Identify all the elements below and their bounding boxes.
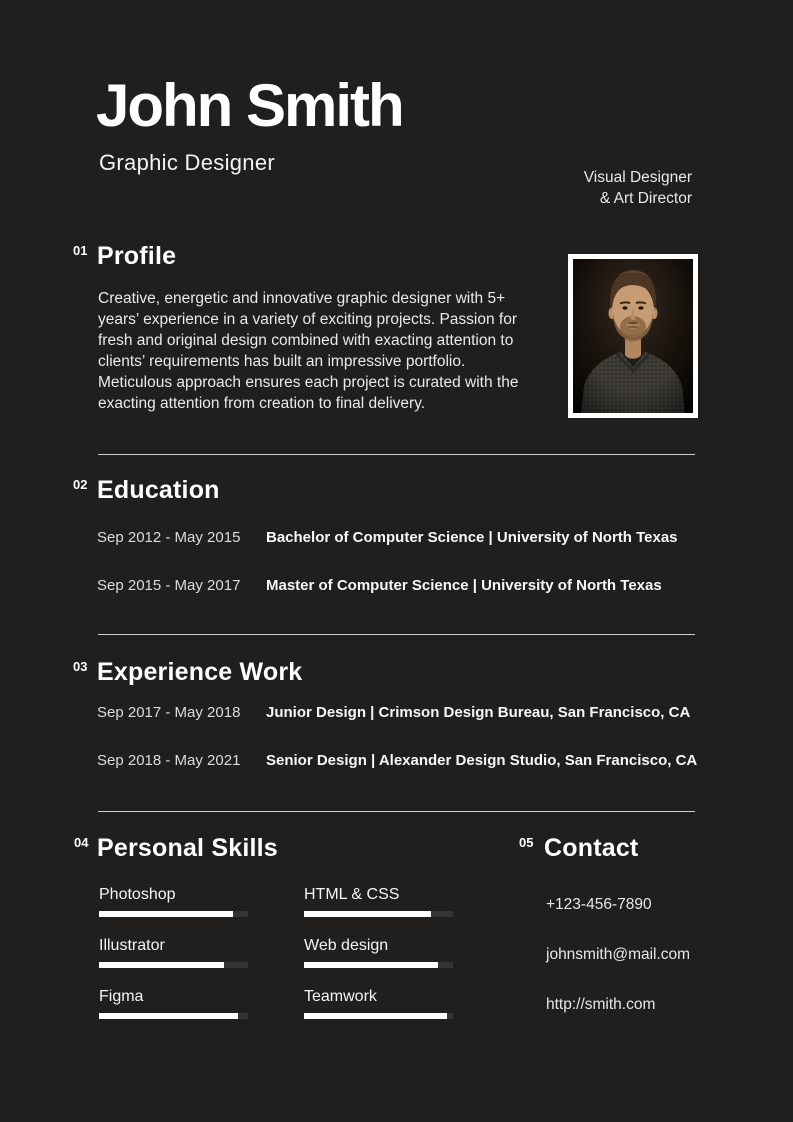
skill-figma xyxy=(99,988,248,1019)
skill-bar-fill xyxy=(99,1013,238,1019)
section-number-contact: 05 xyxy=(519,835,534,850)
skill-bar-fill xyxy=(304,962,438,968)
skill-label: Figma xyxy=(99,988,144,1005)
experience-dates: Sep 2017 - May 2018 xyxy=(97,704,241,721)
person-name: John Smith xyxy=(96,72,403,139)
section-number-profile: 01 xyxy=(73,243,88,258)
skill-label: Illustrator xyxy=(99,937,165,954)
section-heading-education: Education xyxy=(97,476,220,504)
skill-bar-fill xyxy=(304,911,431,917)
skill-label: Teamwork xyxy=(304,988,377,1005)
skill-bar xyxy=(99,962,248,968)
education-dates: Sep 2015 - May 2017 xyxy=(97,577,241,594)
experience-description: Senior Design | Alexander Design Studio, San Francisco, CA xyxy=(266,752,698,769)
skill-label: Photoshop xyxy=(99,886,176,903)
tagline-line-2: & Art Director xyxy=(599,190,692,207)
profile-summary: Creative, energetic and innovative graphic designer with 5+ years’ experience in a variety of exciting projects. Passion for fresh and original design combined with exacting attention to clients’ requirements has built an impressive portfolio. Meticulous approach ensures each project is curated with the exacting attention from creation to final delivery. xyxy=(98,290,519,412)
section-divider xyxy=(98,454,695,455)
skill-bar xyxy=(304,962,453,968)
skill-bar xyxy=(304,1013,453,1019)
section-number-experience: 03 xyxy=(73,659,88,674)
skill-bar-fill xyxy=(99,962,224,968)
skill-bar-fill xyxy=(304,1013,447,1019)
profile-photo xyxy=(568,254,698,418)
section-heading-contact: Contact xyxy=(544,834,639,862)
skill-html-css xyxy=(304,886,453,917)
skill-bar xyxy=(304,911,453,917)
skill-label: HTML & CSS xyxy=(304,886,400,903)
tagline-line-1: Visual Designer xyxy=(583,169,692,186)
section-heading-skills: Personal Skills xyxy=(97,834,278,862)
skill-label: Web design xyxy=(304,937,389,954)
contact-email: johnsmith@mail.com xyxy=(546,946,691,963)
section-heading-experience: Experience Work xyxy=(97,658,303,686)
skill-photoshop xyxy=(99,886,248,917)
skill-web-design xyxy=(304,937,453,968)
skill-bar-fill xyxy=(99,911,233,917)
contact-phone: +123-456-7890 xyxy=(546,896,652,913)
job-title: Graphic Designer xyxy=(99,150,275,175)
skill-bar xyxy=(99,1013,248,1019)
education-description: Bachelor of Computer Science | University of North Texas xyxy=(266,529,678,546)
section-divider xyxy=(98,634,695,635)
section-number-skills: 04 xyxy=(74,835,89,850)
experience-description: Junior Design | Crimson Design Bureau, San Francisco, CA xyxy=(266,704,691,721)
experience-dates: Sep 2018 - May 2021 xyxy=(97,752,241,769)
portrait-photo-illustration xyxy=(573,259,693,413)
section-heading-profile: Profile xyxy=(97,242,177,270)
skill-illustrator xyxy=(99,937,248,968)
skill-teamwork xyxy=(304,988,453,1019)
tagline xyxy=(584,167,692,209)
education-description: Master of Computer Science | University of North Texas xyxy=(266,577,662,594)
education-dates: Sep 2012 - May 2015 xyxy=(97,529,241,546)
section-number-education: 02 xyxy=(73,477,88,492)
contact-website: http://smith.com xyxy=(546,996,656,1013)
section-divider xyxy=(98,811,695,812)
skill-bar xyxy=(99,911,248,917)
